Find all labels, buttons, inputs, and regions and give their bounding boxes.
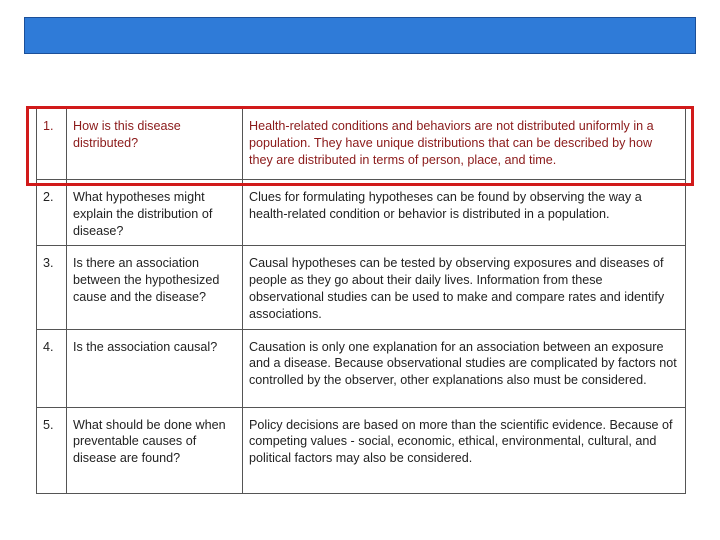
row-answer: Policy decisions are based on more than the scientific evidence. Because of competing values - social, economic, ethical, environmental, cultural, and political factors may also be considered. [243,407,686,493]
table-row [37,329,686,407]
row-number: 2. [37,180,67,246]
row-question: How is this disease distributed? [67,109,243,180]
row-question: What hypotheses might explain the distribution of disease? [67,180,243,246]
table-row [37,180,686,246]
table-row [37,109,686,180]
row-question: Is the association causal? [67,329,243,407]
epidemiology-steps-table [36,108,686,494]
table-row [37,407,686,493]
row-number: 3. [37,246,67,329]
row-answer: Causation is only one explanation for an association between an exposure and a disease. Because observational studies are complicated by factors not controlled by the observer, other explanations also must be considered. [243,329,686,407]
row-answer: Causal hypotheses can be tested by observing exposures and diseases of people as they go about their daily lives. Information from these observational studies can be used to make and compare rates and identify associations. [243,246,686,329]
row-answer: Clues for formulating hypotheses can be found by observing the way a health-related condition or behavior is distributed in a population. [243,180,686,246]
row-answer: Health-related conditions and behaviors are not distributed uniformly in a population. They have unique distributions that can be described by how they are distributed in terms of person, place, and time. [243,109,686,180]
row-question: Is there an association between the hypothesized cause and the disease? [67,246,243,329]
row-question: What should be done when preventable causes of disease are found? [67,407,243,493]
table-row [37,246,686,329]
row-number: 5. [37,407,67,493]
row-number: 4. [37,329,67,407]
row-number: 1. [37,109,67,180]
title-bar [24,17,696,54]
